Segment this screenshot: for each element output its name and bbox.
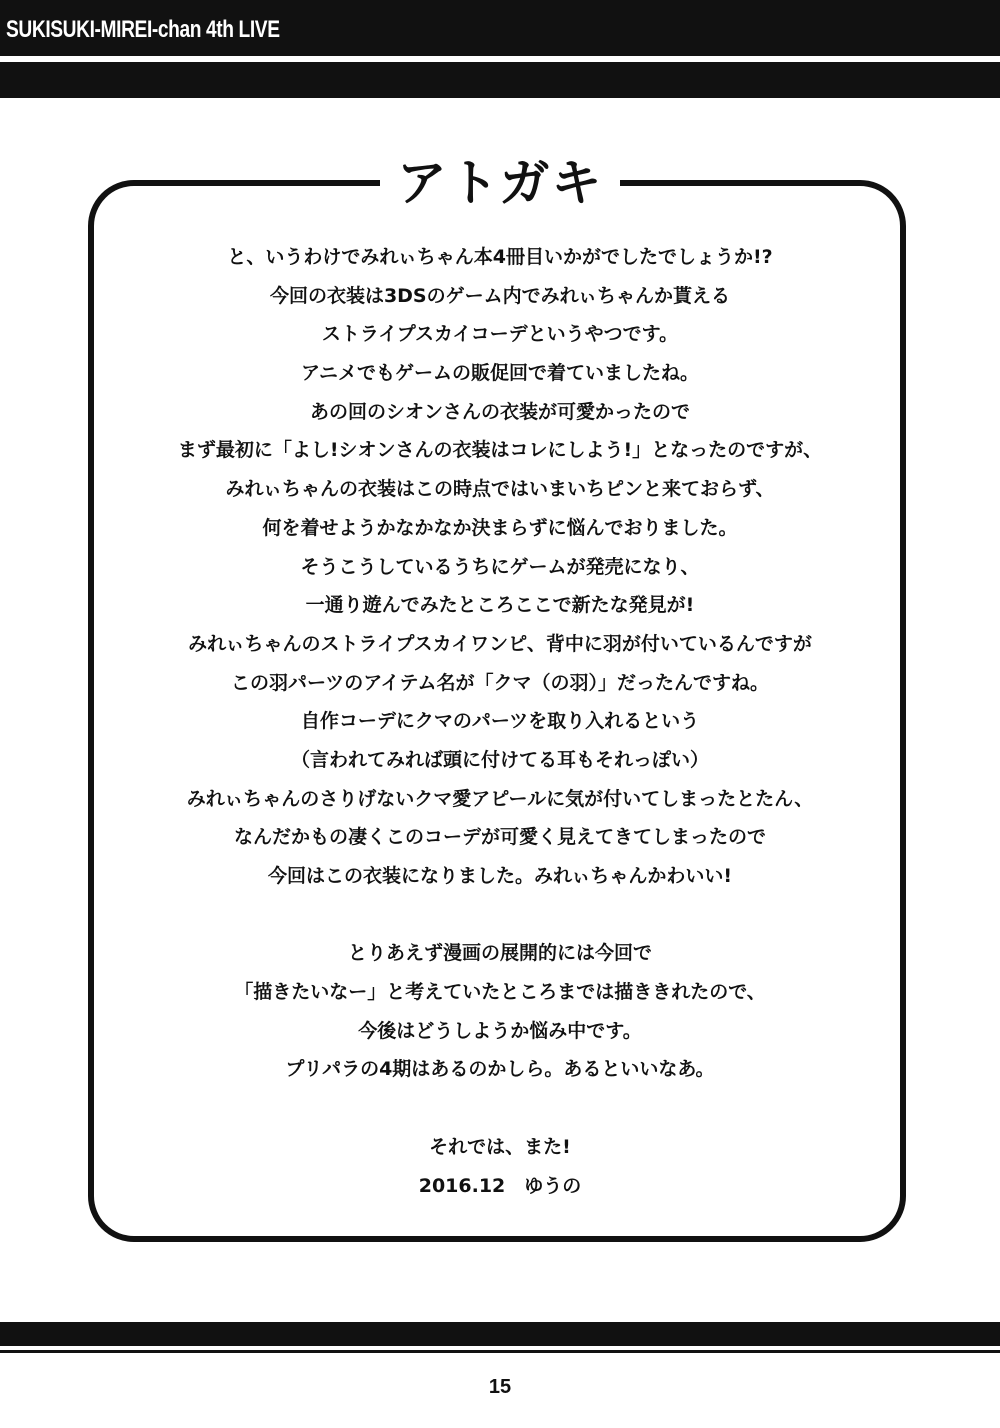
body-line: まず最初に「よし!シオンさんの衣装はコレにしよう!」となったのですが、 xyxy=(177,439,823,462)
body-line: 今回の衣装は3DSのゲーム内でみれぃちゃんか貰える xyxy=(269,284,731,307)
paragraph-gap xyxy=(110,1089,890,1128)
header-bar xyxy=(0,0,1000,56)
body-line: みれぃちゃんのストライプスカイワンピ、背中に羽が付いているんですが xyxy=(188,632,812,655)
heading-wrap xyxy=(380,150,620,216)
body-line: みれぃちゃんのさりげないクマ愛アピールに気が付いてしまったとたん、 xyxy=(186,787,814,810)
body-line: 今回はこの衣装になりました。みれぃちゃんかわいい! xyxy=(267,865,733,887)
body-line: ストライプスカイコーデというやつです。 xyxy=(321,323,679,346)
body-line: 今後はどうしようか悩み中です。 xyxy=(358,1019,642,1042)
body-line: あの回のシオンさんの衣装が可愛かったので xyxy=(309,400,690,423)
body-line: プリパラの4期はあるのかしら。あるといいなあ。 xyxy=(285,1058,715,1081)
body-line: 何を着せようかなかなか決まらずに悩んでおりました。 xyxy=(262,516,738,539)
body-line: とりあえず漫画の展開的には今回で xyxy=(347,942,652,965)
body-line: 「描きたいなー」と考えていたところまでは描ききれたので、 xyxy=(234,981,766,1004)
footer-bar xyxy=(0,1322,1000,1346)
body-line: アニメでもゲームの販促回で着ていましたね。 xyxy=(300,362,700,385)
body-line: （言われてみれば頭に付けてる耳もそれっぽい） xyxy=(290,748,709,771)
body-line: と、いうわけでみれぃちゃん本4冊目いかがでしたでしょうか!? xyxy=(227,246,773,268)
date-signature: 2016.12 ゆうの xyxy=(418,1174,582,1197)
body-line: 一通り遊んでみたところここで新たな発見が! xyxy=(305,594,695,617)
closing-line: それでは、また! xyxy=(429,1135,571,1158)
body-line: そうこうしているうちにゲームが発売になり、 xyxy=(300,555,700,578)
afterword-body xyxy=(110,238,890,1205)
paragraph-gap xyxy=(110,896,890,935)
header-strip xyxy=(0,62,1000,98)
footer-line xyxy=(0,1350,1000,1353)
book-title: SUKISUKI-MIREI-chan 4th LIVE xyxy=(6,16,280,43)
body-line: この羽パーツのアイテム名が「クマ（の羽）」だったんですね。 xyxy=(230,671,770,694)
body-line: なんだかもの凄くこのコーデが可愛く見えてきてしまったので xyxy=(233,826,766,849)
body-line: みれぃちゃんの衣装はこの時点ではいまいちピンと来ておらず、 xyxy=(225,478,775,501)
afterword-heading: アトガキ xyxy=(396,154,604,212)
body-line: 自作コーデにクマのパーツを取り入れるという xyxy=(300,710,700,733)
page-number: 15 xyxy=(488,1376,512,1398)
